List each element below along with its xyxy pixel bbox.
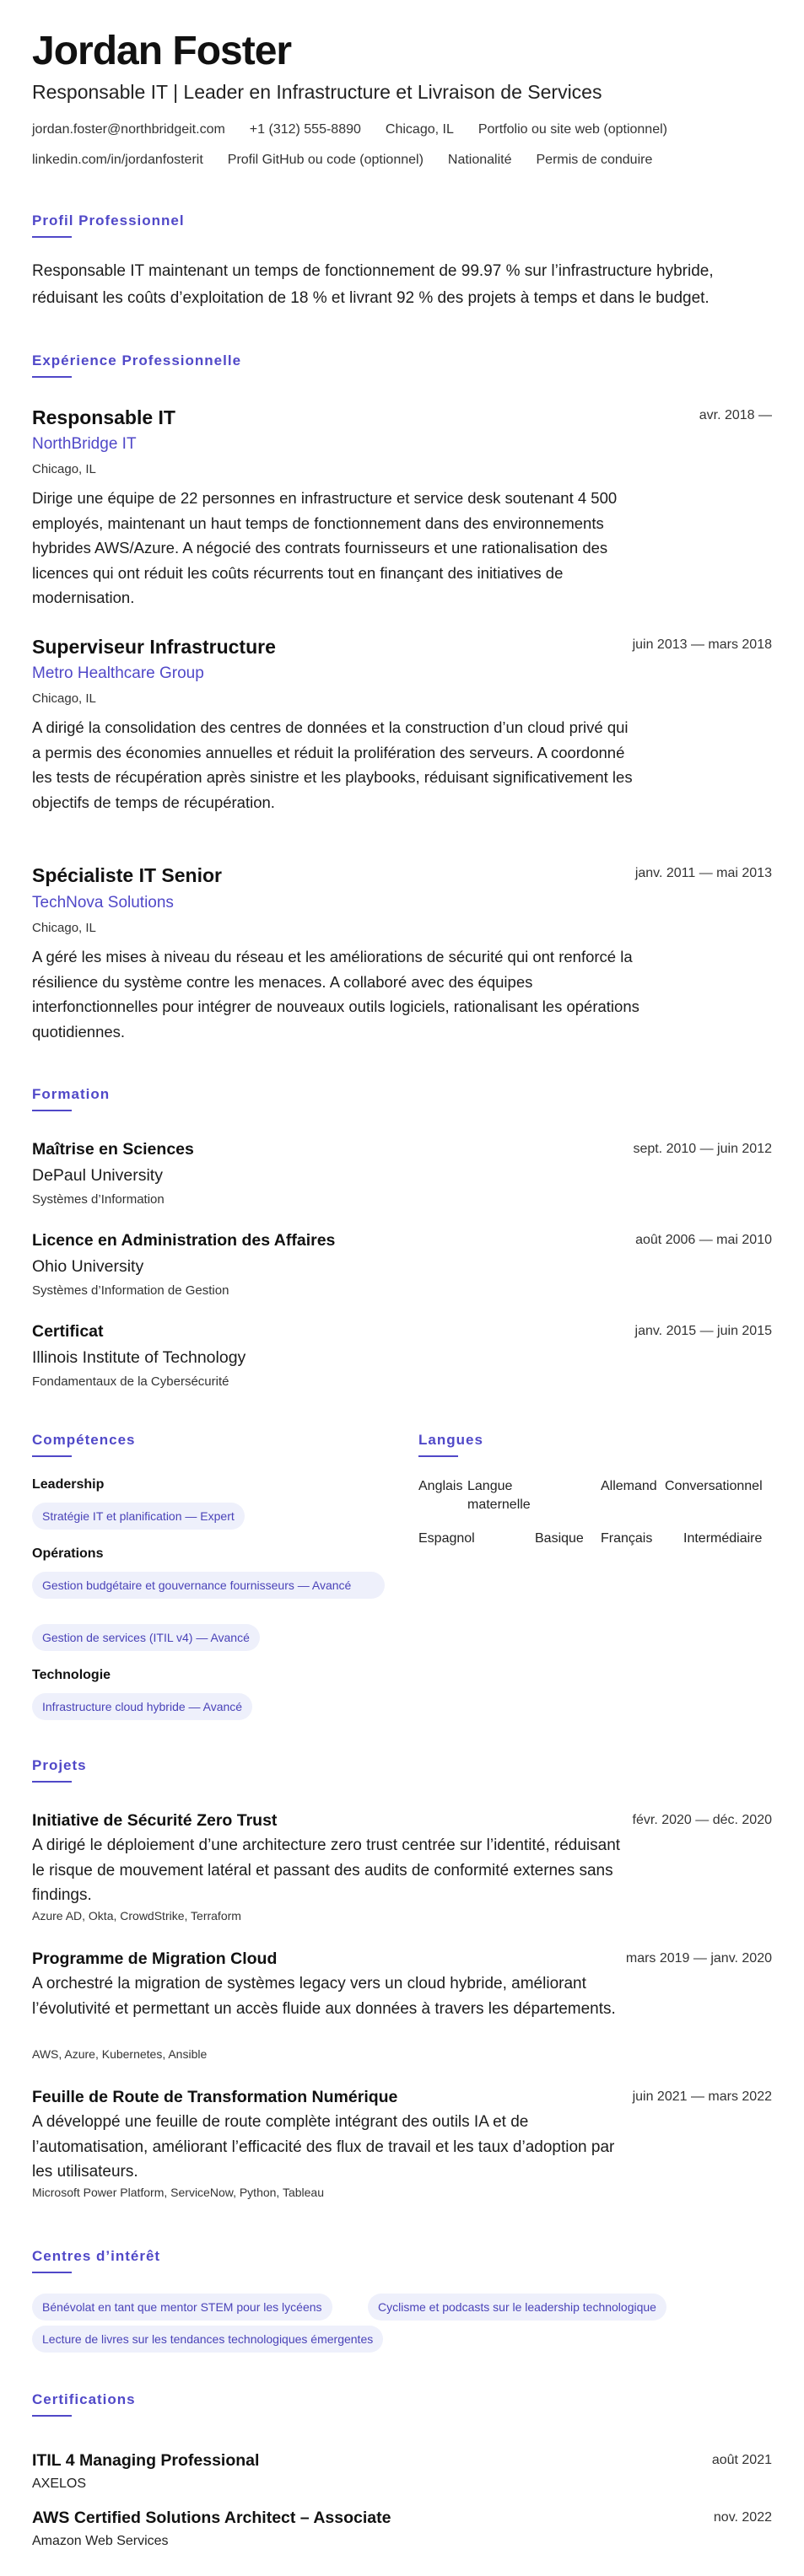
education-degree: Certificat — [32, 1322, 104, 1341]
certification-date: nov. 2022 — [713, 2510, 772, 2525]
job-dates: avr. 2018 — — [699, 408, 772, 422]
skill-chip: Gestion budgétaire et gouvernance fournisseurs — Avancé — [32, 1572, 385, 1599]
section-title-experience: Expérience Professionnelle — [32, 352, 242, 368]
education-school: Illinois Institute of Technology — [32, 1348, 246, 1367]
linkedin-link[interactable]: linkedin.com/in/jordanfosterit — [32, 153, 203, 167]
education-field: Systèmes d’Information — [32, 1192, 165, 1207]
contact-row — [32, 120, 692, 140]
section-title-skills: Compétences — [32, 1432, 136, 1448]
job-company: Metro Healthcare Group — [32, 664, 204, 682]
language-name: Anglais — [418, 1479, 463, 1493]
project-title: Programme de Migration Cloud — [32, 1949, 278, 1968]
language-level: Intermédiaire — [683, 1531, 763, 1546]
language-name: Français — [601, 1531, 653, 1546]
project-tech-stack: Microsoft Power Platform, ServiceNow, Python, Tableau — [32, 2186, 325, 2199]
education-degree: Maîtrise en Sciences — [32, 1140, 194, 1159]
language-name: Allemand — [601, 1479, 657, 1493]
job-description: A dirigé la consolidation des centres de données et la construction d’un cloud privé qui a permis des économies annuelles et réduit la prolifération des serveurs. A coordonné les tests de récupération après sinistre et les playbooks, réduisant significativement les objectifs de temps de récupération. — [32, 718, 633, 811]
project-description: A orchestré la migration de systèmes legacy vers un cloud hybride, améliorant l’évolutivité et permettant un accès fluide aux données à travers les départements. — [32, 1975, 616, 2018]
email-link[interactable]: jordan.foster@northbridgeit.com — [32, 122, 225, 137]
section-title-projects: Projets — [32, 1757, 87, 1773]
language-level: Conversationnel — [665, 1479, 763, 1493]
education-dates: janv. 2015 — juin 2015 — [634, 1324, 772, 1338]
job-location: Chicago, IL — [32, 462, 96, 476]
skill-category-technology: Technologie — [32, 1668, 111, 1682]
education-degree: Licence en Administration des Affaires — [32, 1231, 336, 1250]
candidate-headline: Responsable IT | Leader en Infrastructure et Livraison de Services — [32, 81, 602, 103]
location: Chicago, IL — [385, 122, 454, 137]
section-title-profile: Profil Professionnel — [32, 212, 185, 229]
driving-license: Permis de conduire — [536, 153, 653, 167]
section-divider — [32, 2415, 72, 2417]
job-title: Superviseur Infrastructure — [32, 636, 276, 658]
job-location: Chicago, IL — [32, 691, 96, 706]
portfolio-link[interactable]: Portfolio ou site web (optionnel) — [478, 122, 667, 137]
section-title-education: Formation — [32, 1086, 111, 1102]
phone-number[interactable]: +1 (312) 555-8890 — [249, 122, 361, 137]
education-dates: août 2006 — mai 2010 — [635, 1233, 772, 1247]
job-dates: janv. 2011 — mai 2013 — [634, 866, 772, 880]
section-divider — [418, 1455, 458, 1457]
project-dates: juin 2021 — mars 2022 — [632, 2089, 772, 2104]
job-company: NorthBridge IT — [32, 435, 137, 453]
job-dates: juin 2013 — mars 2018 — [632, 637, 772, 652]
job-company: TechNova Solutions — [32, 894, 174, 912]
contact-row-secondary — [32, 150, 677, 170]
job-description: A géré les mises à niveau du réseau et les améliorations de sécurité qui ont renforcé la résilience du système contre les menaces. A collaboré avec des équipes interfonctionnelles pour intégrer de nouveaux outils logiciels, rationalisant les opérations quotidiennes. — [32, 948, 639, 1041]
certification-name: ITIL 4 Managing Professional — [32, 2451, 260, 2470]
certification-date: août 2021 — [711, 2453, 772, 2467]
education-dates: sept. 2010 — juin 2012 — [633, 1142, 772, 1156]
section-divider — [32, 236, 72, 238]
job-description: Dirige une équipe de 22 personnes en infrastructure et service desk soutenant 4 500 employés, maintenant un haut temps de fonctionnement dans des environnements hybrides AWS/Azure. A négocié des contrats fournisseurs et une rationalisation des licences qui ont réduit les coûts récurrents tout en finançant des initiatives de modernisation. — [32, 489, 618, 606]
certification-name: AWS Certified Solutions Architect – Associate — [32, 2509, 391, 2527]
education-school: DePaul University — [32, 1166, 163, 1185]
skill-chip: Gestion de services (ITIL v4) — Avancé — [32, 1624, 260, 1651]
project-title: Initiative de Sécurité Zero Trust — [32, 1811, 278, 1830]
project-description: A dirigé le déploiement d’une architecture zero trust centrée sur l’identité, réduisant le risque de mouvement latéral et passant des audits de conformité externes sans findings. — [32, 1837, 621, 1904]
project-dates: févr. 2020 — déc. 2020 — [632, 1813, 772, 1827]
interest-chip: Bénévolat en tant que mentor STEM pour les lycéens — [32, 2294, 332, 2321]
job-title: Spécialiste IT Senior — [32, 864, 222, 886]
language-name: Espagnol — [418, 1531, 475, 1546]
skill-category-leadership: Leadership — [32, 1477, 105, 1492]
language-level: Langue maternelle — [467, 1479, 531, 1512]
language-level: Basique — [535, 1531, 584, 1546]
section-divider — [32, 376, 72, 378]
section-divider — [32, 2272, 72, 2273]
skill-chip: Stratégie IT et planification — Expert — [32, 1503, 245, 1530]
section-title-interests: Centres d’intérêt — [32, 2248, 161, 2264]
candidate-name: Jordan Foster — [32, 29, 292, 73]
education-field: Fondamentaux de la Cybersécurité — [32, 1374, 229, 1389]
interest-chip: Cyclisme et podcasts sur le leadership technologique — [368, 2294, 666, 2321]
section-title-languages: Langues — [418, 1432, 483, 1448]
education-field: Systèmes d’Information de Gestion — [32, 1283, 229, 1298]
section-divider — [32, 1781, 72, 1783]
interest-chip: Lecture de livres sur les tendances technologiques émergentes — [32, 2326, 383, 2353]
section-title-certifications: Certifications — [32, 2391, 136, 2407]
job-location: Chicago, IL — [32, 921, 96, 935]
project-dates: mars 2019 — janv. 2020 — [625, 1951, 772, 1966]
project-tech-stack: Azure AD, Okta, CrowdStrike, Terraform — [32, 1909, 241, 1923]
skill-chip: Infrastructure cloud hybride — Avancé — [32, 1693, 252, 1720]
section-divider — [32, 1110, 72, 1111]
profile-summary: Responsable IT maintenant un temps de fonctionnement de 99.97 % sur l’infrastructure hybride, réduisant les coûts d’exploitation de 18 % et livrant 92 % des projets à temps et dans le budget. — [32, 262, 714, 307]
education-school: Ohio University — [32, 1257, 144, 1276]
project-title: Feuille de Route de Transformation Numérique — [32, 2088, 398, 2106]
certification-issuer: Amazon Web Services — [32, 2534, 169, 2548]
nationality: Nationalité — [447, 153, 512, 167]
skill-category-operations: Opérations — [32, 1546, 104, 1561]
project-tech-stack: AWS, Azure, Kubernetes, Ansible — [32, 2047, 208, 2061]
project-description: A développé une feuille de route complète intégrant des outils IA et de l’automatisation, améliorant l’efficacité des flux de travail et les taux d’adoption par les utilisateurs. — [32, 2113, 615, 2181]
section-divider — [32, 1455, 72, 1457]
job-title: Responsable IT — [32, 406, 175, 428]
github-link[interactable]: Profil GitHub ou code (optionnel) — [227, 153, 424, 167]
certification-issuer: AXELOS — [32, 2477, 87, 2491]
